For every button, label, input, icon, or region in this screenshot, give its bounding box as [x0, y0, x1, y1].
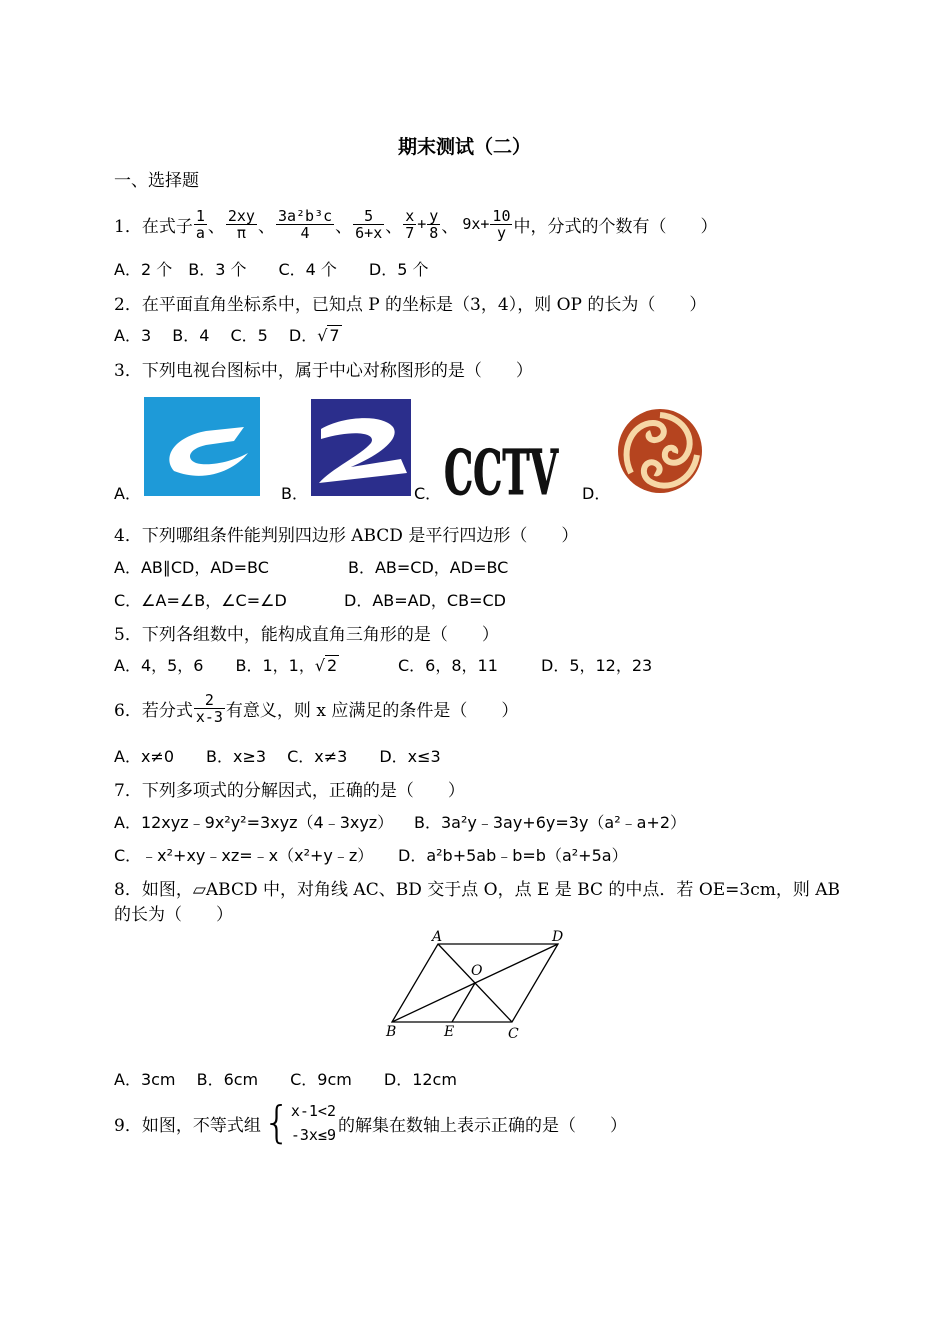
parallelogram-diagram	[380, 928, 580, 1044]
q4-option-a: A．AB∥CD，AD=BC	[114, 558, 269, 577]
q7-option-d: D．a²b+5ab﹣b=b（a²+5a）	[398, 846, 628, 865]
question-2: 2．在平面直角坐标系中，已知点 P 的坐标是（3，4），则 OP 的长为（ ）	[114, 295, 707, 315]
label-d: D	[552, 929, 564, 945]
q1-prefix: 1．在式子	[114, 216, 193, 237]
q1-options: A．2 个 B．3 个 C．4 个 D．5 个	[114, 260, 429, 279]
label-o: O	[471, 963, 483, 979]
q5-option-d: D．5，12，23	[541, 656, 653, 675]
q5-option-c: C．6，8，11	[398, 656, 498, 675]
sqrt-7: √ 7	[317, 326, 340, 345]
question-4: 4．下列哪组条件能判别四边形 ABCD 是平行四边形（ ）	[114, 526, 579, 546]
fraction-3: $\frac{\text{3a²b³c}}{4}$	[277, 206, 333, 242]
q7-option-a: A．12xyz﹣9x²y²=3xyz（4﹣3xyz）	[114, 813, 394, 832]
q5-option-ab: A．4，5，6 B．1，1，√ 2	[114, 656, 338, 675]
q4-option-d: D．AB=AD，CB=CD	[344, 591, 506, 610]
question-3: 3．下列电视台图标中，属于中心对称图形的是（ ）	[114, 361, 533, 381]
fraction-6: $\frac{y}{8}$	[429, 206, 439, 242]
question-9: 9．如图，不等式组 { x-1<2 -3x≤9 的解集在数轴上表示正确的是（ ）	[114, 1097, 627, 1148]
question-1: 1．在式子 $\frac{1}{a}$ 、 $\frac{2xy}{\pi}$ 、 $\frac{\text{3a²b³c}}{4}$ 、 $\frac{5}{6+x}$ 、 $\frac{x}{7}$ + $\frac{y}{8}$ 、 9x+ $\frac{10}{y}$ 中，分式的个数有（ ）	[114, 206, 718, 242]
q4-option-b: B．AB=CD，AD=BC	[348, 558, 509, 577]
q1-suffix: 中，分式的个数有（ ）	[513, 216, 718, 237]
q2-options: A．3 B．4 C．5 D．√ 7	[114, 326, 340, 345]
question-6: 6．若分式 $\frac{2}{x-3}$ 有意义，则 x 应满足的条件是（ ）	[114, 690, 519, 726]
fraction-5: $\frac{x}{7}$	[405, 206, 415, 242]
q8-options: A．3cm B．6cm C．9cm D．12cm	[114, 1070, 457, 1089]
fraction-q6: $\frac{2}{x-3}$	[195, 690, 223, 726]
option-d-label: D．	[582, 484, 611, 503]
label-a: A	[432, 929, 443, 945]
inequality-1: x-1<2	[290, 1102, 336, 1120]
option-c-label: C．	[414, 484, 442, 503]
fraction-4: $\frac{5}{6+x}$	[355, 206, 383, 242]
page-title: 期末测试（二）	[398, 136, 532, 158]
q7-option-b: B．3a²y﹣3ay+6y=3y（a²﹣a+2）	[414, 813, 687, 832]
option-b-label: B．	[281, 484, 308, 503]
logo-b-icon	[311, 399, 411, 496]
question-8-line-2: 的长为（ ）	[114, 905, 233, 925]
logo-a-icon	[144, 397, 260, 496]
question-7: 7．下列多项式的分解因式，正确的是（ ）	[114, 781, 465, 801]
cctv-text: CCTV	[444, 440, 559, 498]
label-e: E	[444, 1024, 455, 1040]
label-b: B	[386, 1024, 397, 1040]
fraction-7: $\frac{10}{y}$	[492, 206, 511, 242]
q6-options: A．x≠0 B．x≥3 C．x≠3 D．x≤3	[114, 747, 441, 766]
sqrt-2: √ 2	[314, 656, 338, 675]
inequality-system: { x-1<2 -3x≤9	[262, 1097, 336, 1148]
option-a-label: A．	[114, 484, 141, 503]
fraction-2: $\frac{2xy}{\pi}$	[227, 206, 255, 242]
label-c: C	[508, 1026, 519, 1042]
q4-option-c: C．∠A=∠B，∠C=∠D	[114, 591, 287, 610]
question-8-line-1: 8．如图，▱ABCD 中，对角线 AC、BD 交于点 O，点 E 是 BC 的中点．若 OE=3cm，则 AB	[114, 880, 841, 900]
q7-option-c: C．﹣x²+xy﹣xz=﹣x（x²+y﹣z）	[114, 846, 374, 865]
logo-c-icon	[444, 440, 560, 498]
fraction-1: $\frac{1}{a}$	[195, 206, 205, 242]
section-heading: 一、选择题	[114, 171, 199, 191]
logo-d-icon	[615, 405, 705, 497]
question-5: 5．下列各组数中，能构成直角三角形的是（ ）	[114, 625, 499, 645]
inequality-2: -3x≤9	[290, 1126, 336, 1144]
